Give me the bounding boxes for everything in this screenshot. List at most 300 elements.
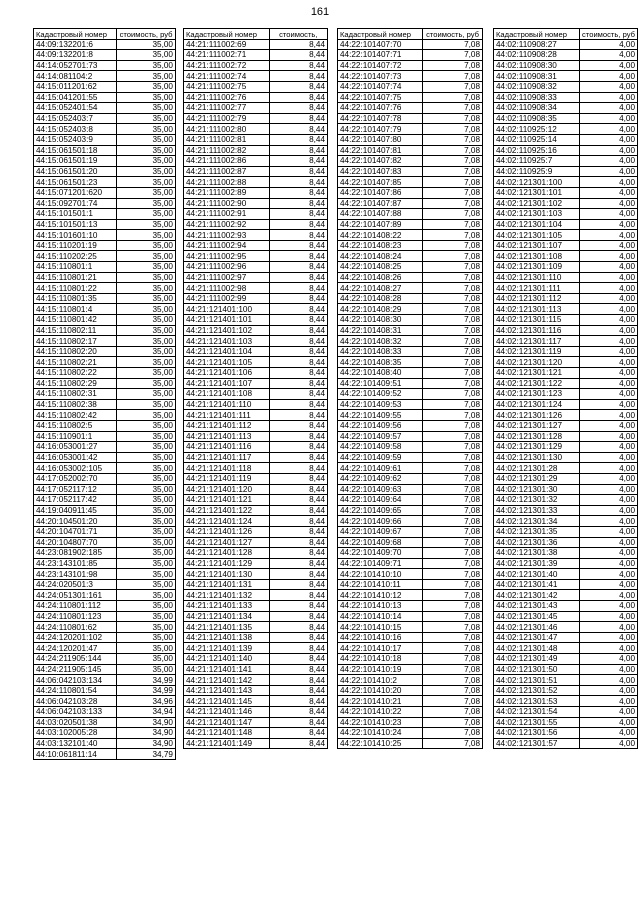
cost-cell: 7,08 [423, 685, 483, 696]
cost-cell: 7,08 [423, 240, 483, 251]
cadastral-number-cell: 44:22:101407:85 [338, 177, 423, 188]
cost-cell: 4,00 [580, 632, 638, 643]
table-row [338, 685, 483, 696]
header-cost: стоимость, руб [117, 29, 176, 40]
table-row [184, 622, 328, 633]
cadastral-number-cell: 44:15:041201:55 [34, 92, 117, 103]
table-row [34, 431, 176, 442]
cost-cell: 7,08 [423, 103, 483, 114]
table-row [34, 92, 176, 103]
cost-cell: 7,08 [423, 420, 483, 431]
cadastral-number-cell: 44:22:101408:28 [338, 293, 423, 304]
table-row [34, 473, 176, 484]
cadastral-number-cell: 44:02:121301:110 [494, 272, 580, 283]
cadastral-number-cell: 44:22:101407:87 [338, 198, 423, 209]
cadastral-number-cell: 44:02:110908:33 [494, 92, 580, 103]
cadastral-number-cell: 44:21:121401:118 [184, 463, 270, 474]
cadastral-number-cell: 44:02:121301:46 [494, 622, 580, 633]
table-row [184, 569, 328, 580]
cost-cell: 8,44 [269, 590, 327, 601]
table-row [494, 399, 638, 410]
cost-cell: 34,90 [117, 738, 176, 749]
table-row [494, 251, 638, 262]
cost-cell: 4,00 [580, 389, 638, 400]
table-row [338, 473, 483, 484]
cost-cell: 4,00 [580, 685, 638, 696]
cadastral-number-cell: 44:21:121401:117 [184, 452, 270, 463]
table-row [338, 39, 483, 50]
table-row [494, 389, 638, 400]
table-row [494, 346, 638, 357]
table-row [494, 654, 638, 665]
table-row [184, 537, 328, 548]
cadastral-number-cell: 44:15:110802:20 [34, 346, 117, 357]
table-row [34, 654, 176, 665]
cadastral-number-cell: 44:02:121301:127 [494, 420, 580, 431]
cost-cell: 8,44 [269, 431, 327, 442]
table-row [494, 579, 638, 590]
table-row [494, 240, 638, 251]
cadastral-number-cell: 44:15:092701:74 [34, 198, 117, 209]
cost-cell: 8,44 [269, 92, 327, 103]
table-row [494, 548, 638, 559]
table-row [494, 357, 638, 368]
cadastral-number-cell: 44:02:121301:122 [494, 378, 580, 389]
cadastral-number-cell: 44:02:121301:101 [494, 187, 580, 198]
cost-cell: 4,00 [580, 325, 638, 336]
cost-cell: 35,00 [117, 611, 176, 622]
cost-cell: 8,44 [269, 410, 327, 421]
table-row [34, 728, 176, 739]
table-row [184, 92, 328, 103]
cost-cell: 8,44 [269, 664, 327, 675]
table-row [338, 664, 483, 675]
cost-cell: 8,44 [269, 156, 327, 167]
table-row [34, 50, 176, 61]
cadastral-number-cell: 44:09:132201:8 [34, 50, 117, 61]
cadastral-number-cell: 44:22:101407:72 [338, 60, 423, 71]
table-row [338, 548, 483, 559]
cost-cell: 35,00 [117, 558, 176, 569]
cost-cell: 7,08 [423, 452, 483, 463]
table-row [184, 156, 328, 167]
cost-cell: 7,08 [423, 92, 483, 103]
table-row [494, 590, 638, 601]
cadastral-number-cell: 44:09:132201:6 [34, 39, 117, 50]
cost-cell: 8,44 [269, 368, 327, 379]
table-row [34, 685, 176, 696]
cadastral-number-cell: 44:22:101409:57 [338, 431, 423, 442]
cadastral-number-cell: 44:02:121301:121 [494, 368, 580, 379]
table-row [184, 442, 328, 453]
cadastral-number-cell: 44:03:102005:28 [34, 728, 117, 739]
table-row [494, 315, 638, 326]
table-row [494, 71, 638, 82]
table-row [494, 293, 638, 304]
table-row [184, 368, 328, 379]
cadastral-number-cell: 44:22:101409:66 [338, 516, 423, 527]
cost-cell: 7,08 [423, 548, 483, 559]
table-row [338, 632, 483, 643]
table-row [494, 60, 638, 71]
cost-cell: 35,00 [117, 526, 176, 537]
cadastral-number-cell: 44:21:111002:89 [184, 187, 270, 198]
cost-cell: 7,08 [423, 495, 483, 506]
table-row [34, 537, 176, 548]
cadastral-number-cell: 44:02:121301:105 [494, 230, 580, 241]
cadastral-number-cell: 44:22:101409:59 [338, 452, 423, 463]
cost-cell: 4,00 [580, 738, 638, 749]
table-row [494, 272, 638, 283]
cadastral-number-cell: 44:22:101409:58 [338, 442, 423, 453]
table-row [494, 675, 638, 686]
cadastral-number-cell: 44:22:101410:2 [338, 675, 423, 686]
cost-cell: 7,08 [423, 262, 483, 273]
cost-cell: 8,44 [269, 346, 327, 357]
table-row [184, 728, 328, 739]
cadastral-number-cell: 44:22:101408:40 [338, 368, 423, 379]
cost-cell: 35,00 [117, 346, 176, 357]
cost-cell: 34,99 [117, 675, 176, 686]
cadastral-number-cell: 44:21:111002:71 [184, 50, 270, 61]
cadastral-number-cell: 44:02:121301:28 [494, 463, 580, 474]
table-row [494, 103, 638, 114]
cadastral-number-cell: 44:22:101410:14 [338, 611, 423, 622]
header-cost: стоимость, руб [580, 29, 638, 40]
table-row [494, 166, 638, 177]
table-row [34, 590, 176, 601]
table-row [338, 209, 483, 220]
table-row [338, 611, 483, 622]
table-row [494, 717, 638, 728]
table-row [338, 738, 483, 749]
cost-cell: 7,08 [423, 664, 483, 675]
cost-cell: 7,08 [423, 442, 483, 453]
cadastral-number-cell: 44:02:121301:128 [494, 431, 580, 442]
cadastral-number-cell: 44:02:121301:29 [494, 473, 580, 484]
cost-cell: 35,00 [117, 389, 176, 400]
cost-cell: 7,08 [423, 378, 483, 389]
cost-cell: 35,00 [117, 579, 176, 590]
cadastral-number-cell: 44:16:053002:105 [34, 463, 117, 474]
cost-cell: 7,08 [423, 675, 483, 686]
cadastral-number-cell: 44:03:132101:40 [34, 738, 117, 749]
table-row [184, 325, 328, 336]
table-row [34, 526, 176, 537]
cadastral-number-cell: 44:15:061501:18 [34, 145, 117, 156]
table-row [338, 325, 483, 336]
cost-cell: 8,44 [269, 463, 327, 474]
table-row [184, 420, 328, 431]
cost-cell: 4,00 [580, 717, 638, 728]
cost-cell: 4,00 [580, 622, 638, 633]
cadastral-number-cell: 44:15:110802:5 [34, 420, 117, 431]
cadastral-number-cell: 44:24:211905:145 [34, 664, 117, 675]
cost-cell: 7,08 [423, 124, 483, 135]
cadastral-number-cell: 44:17:052002:70 [34, 473, 117, 484]
cost-cell: 35,00 [117, 156, 176, 167]
cadastral-number-cell: 44:02:121301:34 [494, 516, 580, 527]
cost-cell: 35,00 [117, 622, 176, 633]
cadastral-number-cell: 44:02:121301:50 [494, 664, 580, 675]
cost-cell: 8,44 [269, 452, 327, 463]
cadastral-number-cell: 44:02:110925:16 [494, 145, 580, 156]
cadastral-number-cell: 44:21:121401:143 [184, 685, 270, 696]
cost-cell: 35,00 [117, 495, 176, 506]
cadastral-number-cell: 44:21:111002:81 [184, 134, 270, 145]
cadastral-number-cell: 44:21:121401:124 [184, 516, 270, 527]
table-row [34, 145, 176, 156]
cost-cell: 35,00 [117, 262, 176, 273]
table-row [494, 516, 638, 527]
table-row [34, 177, 176, 188]
table-row [184, 124, 328, 135]
cost-cell: 8,44 [269, 219, 327, 230]
cadastral-number-cell: 44:15:110802:31 [34, 389, 117, 400]
table-row [184, 452, 328, 463]
cost-cell: 8,44 [269, 145, 327, 156]
table-row [494, 81, 638, 92]
table-row [34, 272, 176, 283]
table-row [494, 336, 638, 347]
table-row [494, 601, 638, 612]
cost-cell: 35,00 [117, 325, 176, 336]
cost-cell: 7,08 [423, 463, 483, 474]
cadastral-number-cell: 44:21:111002:99 [184, 293, 270, 304]
cadastral-number-cell: 44:15:110801:22 [34, 283, 117, 294]
table-header-row [184, 29, 328, 40]
table-row [338, 410, 483, 421]
cost-cell: 7,08 [423, 516, 483, 527]
cadastral-table-column-3 [337, 28, 483, 749]
cost-cell: 7,08 [423, 632, 483, 643]
cadastral-number-cell: 44:02:121301:102 [494, 198, 580, 209]
cost-cell: 7,08 [423, 696, 483, 707]
table-row [34, 81, 176, 92]
cost-cell: 7,08 [423, 315, 483, 326]
cadastral-number-cell: 44:22:101409:55 [338, 410, 423, 421]
cost-cell: 4,00 [580, 134, 638, 145]
cost-cell: 8,44 [269, 420, 327, 431]
table-row [184, 505, 328, 516]
cost-cell: 4,00 [580, 654, 638, 665]
cost-cell: 35,00 [117, 399, 176, 410]
cost-cell: 4,00 [580, 558, 638, 569]
cadastral-number-cell: 44:22:101409:51 [338, 378, 423, 389]
table-row [184, 495, 328, 506]
cost-cell: 8,44 [269, 39, 327, 50]
cadastral-number-cell: 44:22:101407:80 [338, 134, 423, 145]
cadastral-number-cell: 44:22:101410:20 [338, 685, 423, 696]
cost-cell: 8,44 [269, 187, 327, 198]
page-number: 161 [310, 6, 330, 18]
table-row [34, 516, 176, 527]
cadastral-number-cell: 44:21:121401:140 [184, 654, 270, 665]
cost-cell: 4,00 [580, 442, 638, 453]
table-row [184, 177, 328, 188]
cost-cell: 7,08 [423, 622, 483, 633]
table-row [34, 198, 176, 209]
cost-cell: 7,08 [423, 643, 483, 654]
cost-cell: 35,00 [117, 569, 176, 580]
cadastral-number-cell: 44:22:101409:61 [338, 463, 423, 474]
cost-cell: 4,00 [580, 548, 638, 559]
cost-cell: 8,44 [269, 707, 327, 718]
table-row [338, 156, 483, 167]
cost-cell: 35,00 [117, 410, 176, 421]
table-row [338, 293, 483, 304]
cost-cell: 4,00 [580, 39, 638, 50]
cost-cell: 8,44 [269, 378, 327, 389]
cadastral-number-cell: 44:22:101410:19 [338, 664, 423, 675]
cadastral-number-cell: 44:02:121301:49 [494, 654, 580, 665]
cadastral-number-cell: 44:22:101407:82 [338, 156, 423, 167]
cadastral-number-cell: 44:21:121401:147 [184, 717, 270, 728]
cadastral-number-cell: 44:22:101407:75 [338, 92, 423, 103]
table-row [338, 283, 483, 294]
cost-cell: 8,44 [269, 558, 327, 569]
cadastral-number-cell: 44:21:121401:134 [184, 611, 270, 622]
cadastral-number-cell: 44:15:110802:42 [34, 410, 117, 421]
table-row [184, 50, 328, 61]
table-row [338, 590, 483, 601]
cost-cell: 7,08 [423, 145, 483, 156]
table-row [34, 251, 176, 262]
table-row [34, 579, 176, 590]
cadastral-number-cell: 44:15:101601:10 [34, 230, 117, 241]
table-row [338, 262, 483, 273]
cost-cell: 35,00 [117, 219, 176, 230]
cadastral-number-cell: 44:15:110802:38 [34, 399, 117, 410]
cadastral-number-cell: 44:02:121301:33 [494, 505, 580, 516]
table-header-row [34, 29, 176, 40]
cadastral-number-cell: 44:21:121401:129 [184, 558, 270, 569]
cost-cell: 4,00 [580, 368, 638, 379]
header-cadastral-number: Кадастровый номер [184, 29, 270, 40]
cost-cell: 7,08 [423, 558, 483, 569]
cost-cell: 35,00 [117, 304, 176, 315]
cadastral-number-cell: 44:22:101410:24 [338, 728, 423, 739]
cost-cell: 7,08 [423, 717, 483, 728]
cadastral-number-cell: 44:21:111002:98 [184, 283, 270, 294]
table-row [494, 92, 638, 103]
table-row [494, 685, 638, 696]
cost-cell: 35,00 [117, 463, 176, 474]
cadastral-number-cell: 44:21:121401:149 [184, 738, 270, 749]
cadastral-number-cell: 44:15:110801:4 [34, 304, 117, 315]
cost-cell: 4,00 [580, 579, 638, 590]
table-row [494, 611, 638, 622]
table-row [34, 601, 176, 612]
cadastral-number-cell: 44:21:121401:132 [184, 590, 270, 601]
table-row [338, 103, 483, 114]
cost-cell: 7,08 [423, 272, 483, 283]
cost-cell: 7,08 [423, 325, 483, 336]
cadastral-number-cell: 44:06:042103:134 [34, 675, 117, 686]
cost-cell: 35,00 [117, 187, 176, 198]
cost-cell: 4,00 [580, 378, 638, 389]
table-row [184, 134, 328, 145]
cost-cell: 8,44 [269, 738, 327, 749]
cadastral-number-cell: 44:21:121401:110 [184, 399, 270, 410]
cadastral-number-cell: 44:22:101408:22 [338, 230, 423, 241]
table-row [184, 293, 328, 304]
cadastral-number-cell: 44:22:101410:15 [338, 622, 423, 633]
cost-cell: 8,44 [269, 632, 327, 643]
table-row [338, 728, 483, 739]
table-row [184, 145, 328, 156]
cost-cell: 7,08 [423, 410, 483, 421]
cadastral-number-cell: 44:22:101410:18 [338, 654, 423, 665]
cost-cell: 8,44 [269, 166, 327, 177]
table-row [34, 368, 176, 379]
cost-cell: 4,00 [580, 569, 638, 580]
cost-cell: 35,00 [117, 71, 176, 82]
table-row [338, 368, 483, 379]
cadastral-number-cell: 44:22:101408:27 [338, 283, 423, 294]
cost-cell: 8,44 [269, 60, 327, 71]
cost-cell: 7,08 [423, 71, 483, 82]
table-row [184, 378, 328, 389]
table-row [494, 283, 638, 294]
cadastral-number-cell: 44:22:101408:32 [338, 336, 423, 347]
cadastral-table-column-4 [493, 28, 638, 749]
cadastral-number-cell: 44:02:121301:119 [494, 346, 580, 357]
cadastral-number-cell: 44:15:110801:21 [34, 272, 117, 283]
cadastral-number-cell: 44:22:101409:63 [338, 484, 423, 495]
cost-cell: 8,44 [269, 537, 327, 548]
table-row [494, 145, 638, 156]
table-row [338, 420, 483, 431]
table-row [338, 442, 483, 453]
cadastral-number-cell: 44:21:121401:107 [184, 378, 270, 389]
cadastral-number-cell: 44:15:110802:17 [34, 336, 117, 347]
cadastral-number-cell: 44:15:110801:42 [34, 315, 117, 326]
cost-cell: 4,00 [580, 166, 638, 177]
cost-cell: 4,00 [580, 526, 638, 537]
cadastral-number-cell: 44:15:110802:21 [34, 357, 117, 368]
table-row [494, 410, 638, 421]
cadastral-number-cell: 44:24:110801:112 [34, 601, 117, 612]
table-row [338, 92, 483, 103]
cadastral-number-cell: 44:23:081902:185 [34, 548, 117, 559]
table-row [34, 71, 176, 82]
cadastral-number-cell: 44:02:121301:30 [494, 484, 580, 495]
cost-cell: 4,00 [580, 473, 638, 484]
cadastral-number-cell: 44:02:121301:129 [494, 442, 580, 453]
table-row [338, 60, 483, 71]
cadastral-number-cell: 44:02:121301:109 [494, 262, 580, 273]
table-row [494, 442, 638, 453]
cadastral-number-cell: 44:02:110925:9 [494, 166, 580, 177]
cost-cell: 8,44 [269, 717, 327, 728]
cadastral-number-cell: 44:15:061501:23 [34, 177, 117, 188]
cadastral-number-cell: 44:02:121301:120 [494, 357, 580, 368]
table-row [338, 219, 483, 230]
table-row [34, 622, 176, 633]
cost-cell: 35,00 [117, 113, 176, 124]
cadastral-number-cell: 44:22:101408:35 [338, 357, 423, 368]
table-row [184, 103, 328, 114]
table-row [184, 262, 328, 273]
table-row [494, 484, 638, 495]
cost-cell: 4,00 [580, 71, 638, 82]
cadastral-table-column-1 [33, 28, 176, 760]
cadastral-number-cell: 44:21:111002:80 [184, 124, 270, 135]
table-row [34, 643, 176, 654]
table-row [184, 240, 328, 251]
cost-cell: 4,00 [580, 346, 638, 357]
